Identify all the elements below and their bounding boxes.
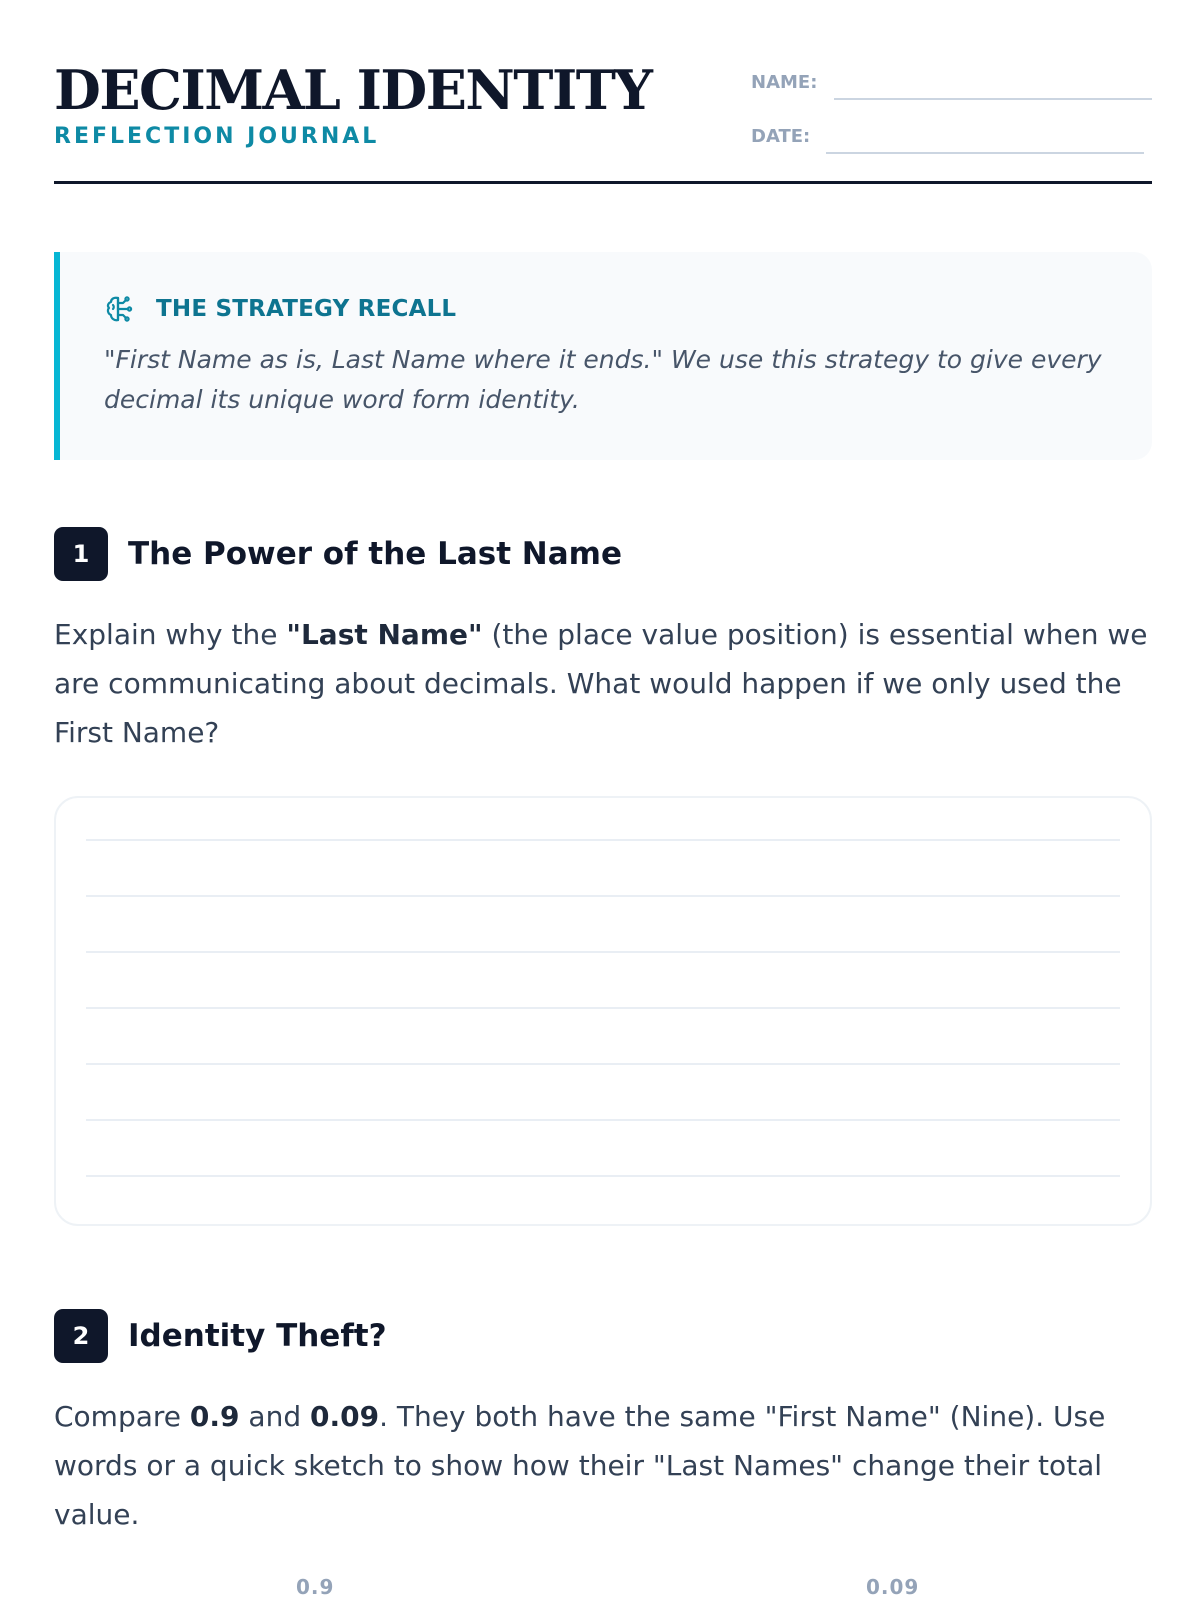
strategy-callout [54, 252, 1152, 460]
answer-writing-box[interactable] [54, 796, 1152, 1226]
question-1-title: The Power of the Last Name [128, 536, 623, 572]
prompt-emphasis: 0.9 [189, 1400, 240, 1433]
question-1-prompt [54, 610, 1152, 757]
prompt-emphasis: "Last Name" [286, 618, 483, 651]
writing-line [86, 951, 1120, 953]
writing-line [86, 1119, 1120, 1121]
worksheet-page [54, 0, 1152, 1600]
question-2-prompt [54, 1392, 1152, 1539]
question-2-header [54, 1309, 387, 1363]
date-input-line[interactable] [826, 152, 1144, 154]
writing-line [86, 839, 1120, 841]
sketch-label-0-9: 0.9 [296, 1575, 335, 1599]
date-label: DATE: [751, 126, 811, 147]
prompt-emphasis: 0.09 [310, 1400, 380, 1433]
strategy-title: THE STRATEGY RECALL [156, 296, 457, 322]
name-input-line[interactable] [834, 98, 1152, 100]
worksheet-header [54, 58, 1152, 184]
page-title: DECIMAL IDENTITY [54, 58, 652, 122]
page-subtitle: REFLECTION JOURNAL [54, 124, 380, 149]
date-field[interactable] [751, 118, 1152, 158]
prompt-text: Explain why the [54, 618, 287, 651]
prompt-text: Compare [54, 1400, 190, 1433]
writing-line [86, 1175, 1120, 1177]
writing-line [86, 1063, 1120, 1065]
question-number-badge: 2 [54, 1309, 108, 1363]
strategy-header [104, 292, 456, 326]
strategy-body: "First Name as is, Last Name where it ends." We use this strategy to give every decimal its unique word form identity. [104, 345, 1102, 414]
prompt-text: (the place value position) is essential when we are communicating about decimals. What would happen if we only used the First Name? [54, 618, 1148, 749]
writing-line [86, 1007, 1120, 1009]
name-label: NAME: [751, 72, 818, 93]
question-1-header [54, 527, 622, 581]
prompt-text: and [239, 1400, 311, 1433]
sketch-label-0-09: 0.09 [866, 1575, 920, 1599]
brain-icon [104, 294, 134, 324]
question-2-title: Identity Theft? [128, 1318, 387, 1354]
writing-line [86, 895, 1120, 897]
question-number-badge: 1 [54, 527, 108, 581]
name-field[interactable] [751, 64, 1152, 104]
prompt-text: . They both have the same "First Name" (Nine). Use words or a quick sketch to show how their "Last Names" change their total value. [54, 1400, 1106, 1531]
